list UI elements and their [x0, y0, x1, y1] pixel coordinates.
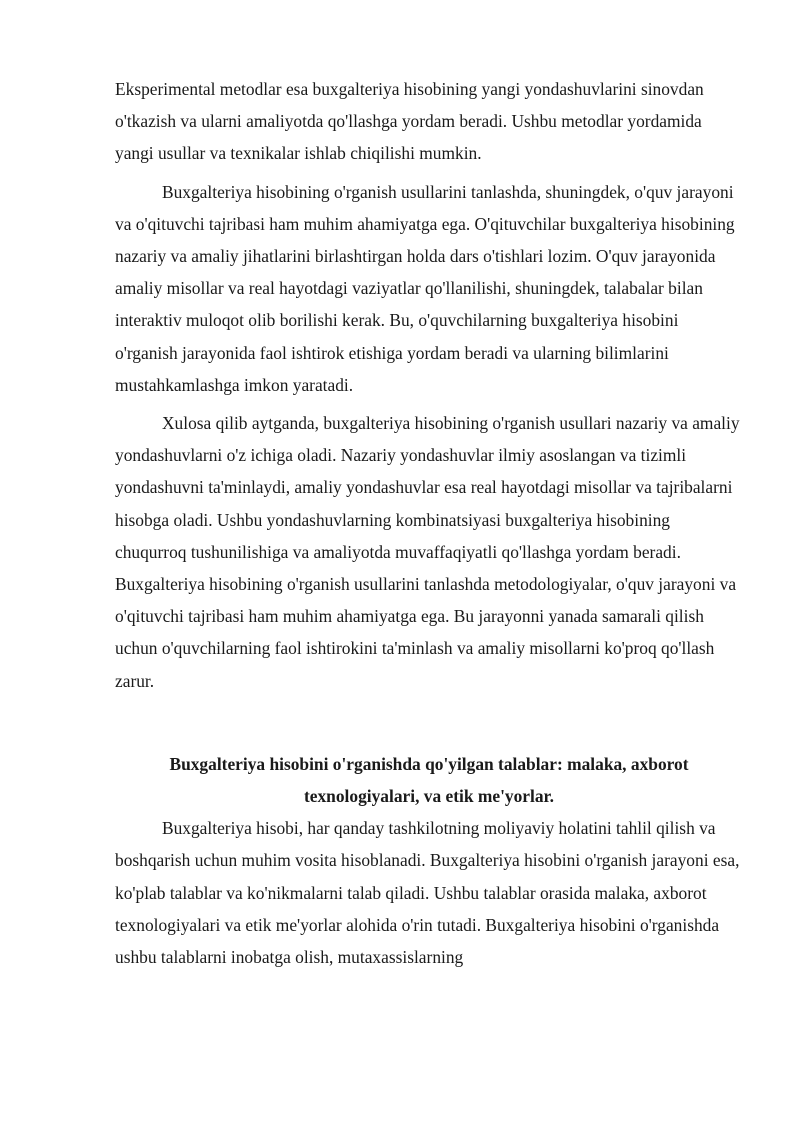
- section-spacer: [115, 703, 743, 748]
- paragraph-requirements-intro: Buxgalteriya hisobi, har qanday tashkilotning moliyaviy holatini tahlil qilish va boshqarish uchun muhim vosita hisoblanadi. Buxgalteriya hisobini o'rganish jarayoni esa, ko'plab talablar va ko'nikmalarni talab qiladi. Ushbu talablar orasida malaka, axborot texnologiyalari va etik me'yorlar alohida o'rin tutadi. Buxgalteriya hisobini o'rganishda ushbu talablarni inobatga olish, mutaxassislarning: [115, 818, 740, 968]
- paragraph-experimental-methods: Eksperimental metodlar esa buxgalteriya hisobining yangi yondashuvlarini sinovdan o'tkazish va ularni amaliyotda qo'llashga yordam beradi. Ushbu metodlar yordamida yangi usullar va texnikalar ishlab chiqilishi mumkin.: [115, 79, 704, 164]
- document-body: [115, 73, 743, 979]
- section-heading: Buxgalteriya hisobini o'rganishda qo'yilgan talablar: malaka, axborot texnologiyalari, va etik me'yorlar.: [169, 753, 689, 807]
- paragraph-conclusion: Xulosa qilib aytganda, buxgalteriya hisobining o'rganish usullari nazariy va amaliy yondashuvlarni o'z ichiga oladi. Nazariy yondashuvlar ilmiy asoslangan va tizimli yondashuvni ta'minlaydi, amaliy yondashuvlar esa real hayotdagi misollar va tajribalarni hisobga oladi. Ushbu yondashuvlarning kombinatsiyasi buxgalteriya hisobining chuqurroq tushunilishiga va amaliyotda muvaffaqiyatli qo'llashga yordam beradi. Buxgalteriya hisobining o'rganish usullarini tanlashda metodologiyalar, o'quv jarayoni va o'qituvchi tajribasi ham muhim ahamiyatga ega. Bu jarayonni yanada samarali qilish uchun o'quvchilarning faol ishtirokini ta'minlash va amaliy misollarni ko'proq qo'llash zarur.: [115, 413, 740, 691]
- paragraph-teaching-process: Buxgalteriya hisobining o'rganish usullarini tanlashda, shuningdek, o'quv jarayoni va o'qituvchi tajribasi ham muhim ahamiyatga ega. O'qituvchilar buxgalteriya hisobining nazariy va amaliy jihatlarini birlashtirgan holda dars o'tishlari lozim. O'quv jarayonida amaliy misollar va real hayotdagi vaziyatlar qo'llanilishi, shuningdek, talabalar bilan interaktiv muloqot olib borilishi kerak. Bu, o'quvchilarning buxgalteriya hisobini o'rganish jarayonida faol ishtirok etishiga yordam beradi va ularning bilimlarini mustahkamlashga imkon yaratadi.: [115, 181, 735, 395]
